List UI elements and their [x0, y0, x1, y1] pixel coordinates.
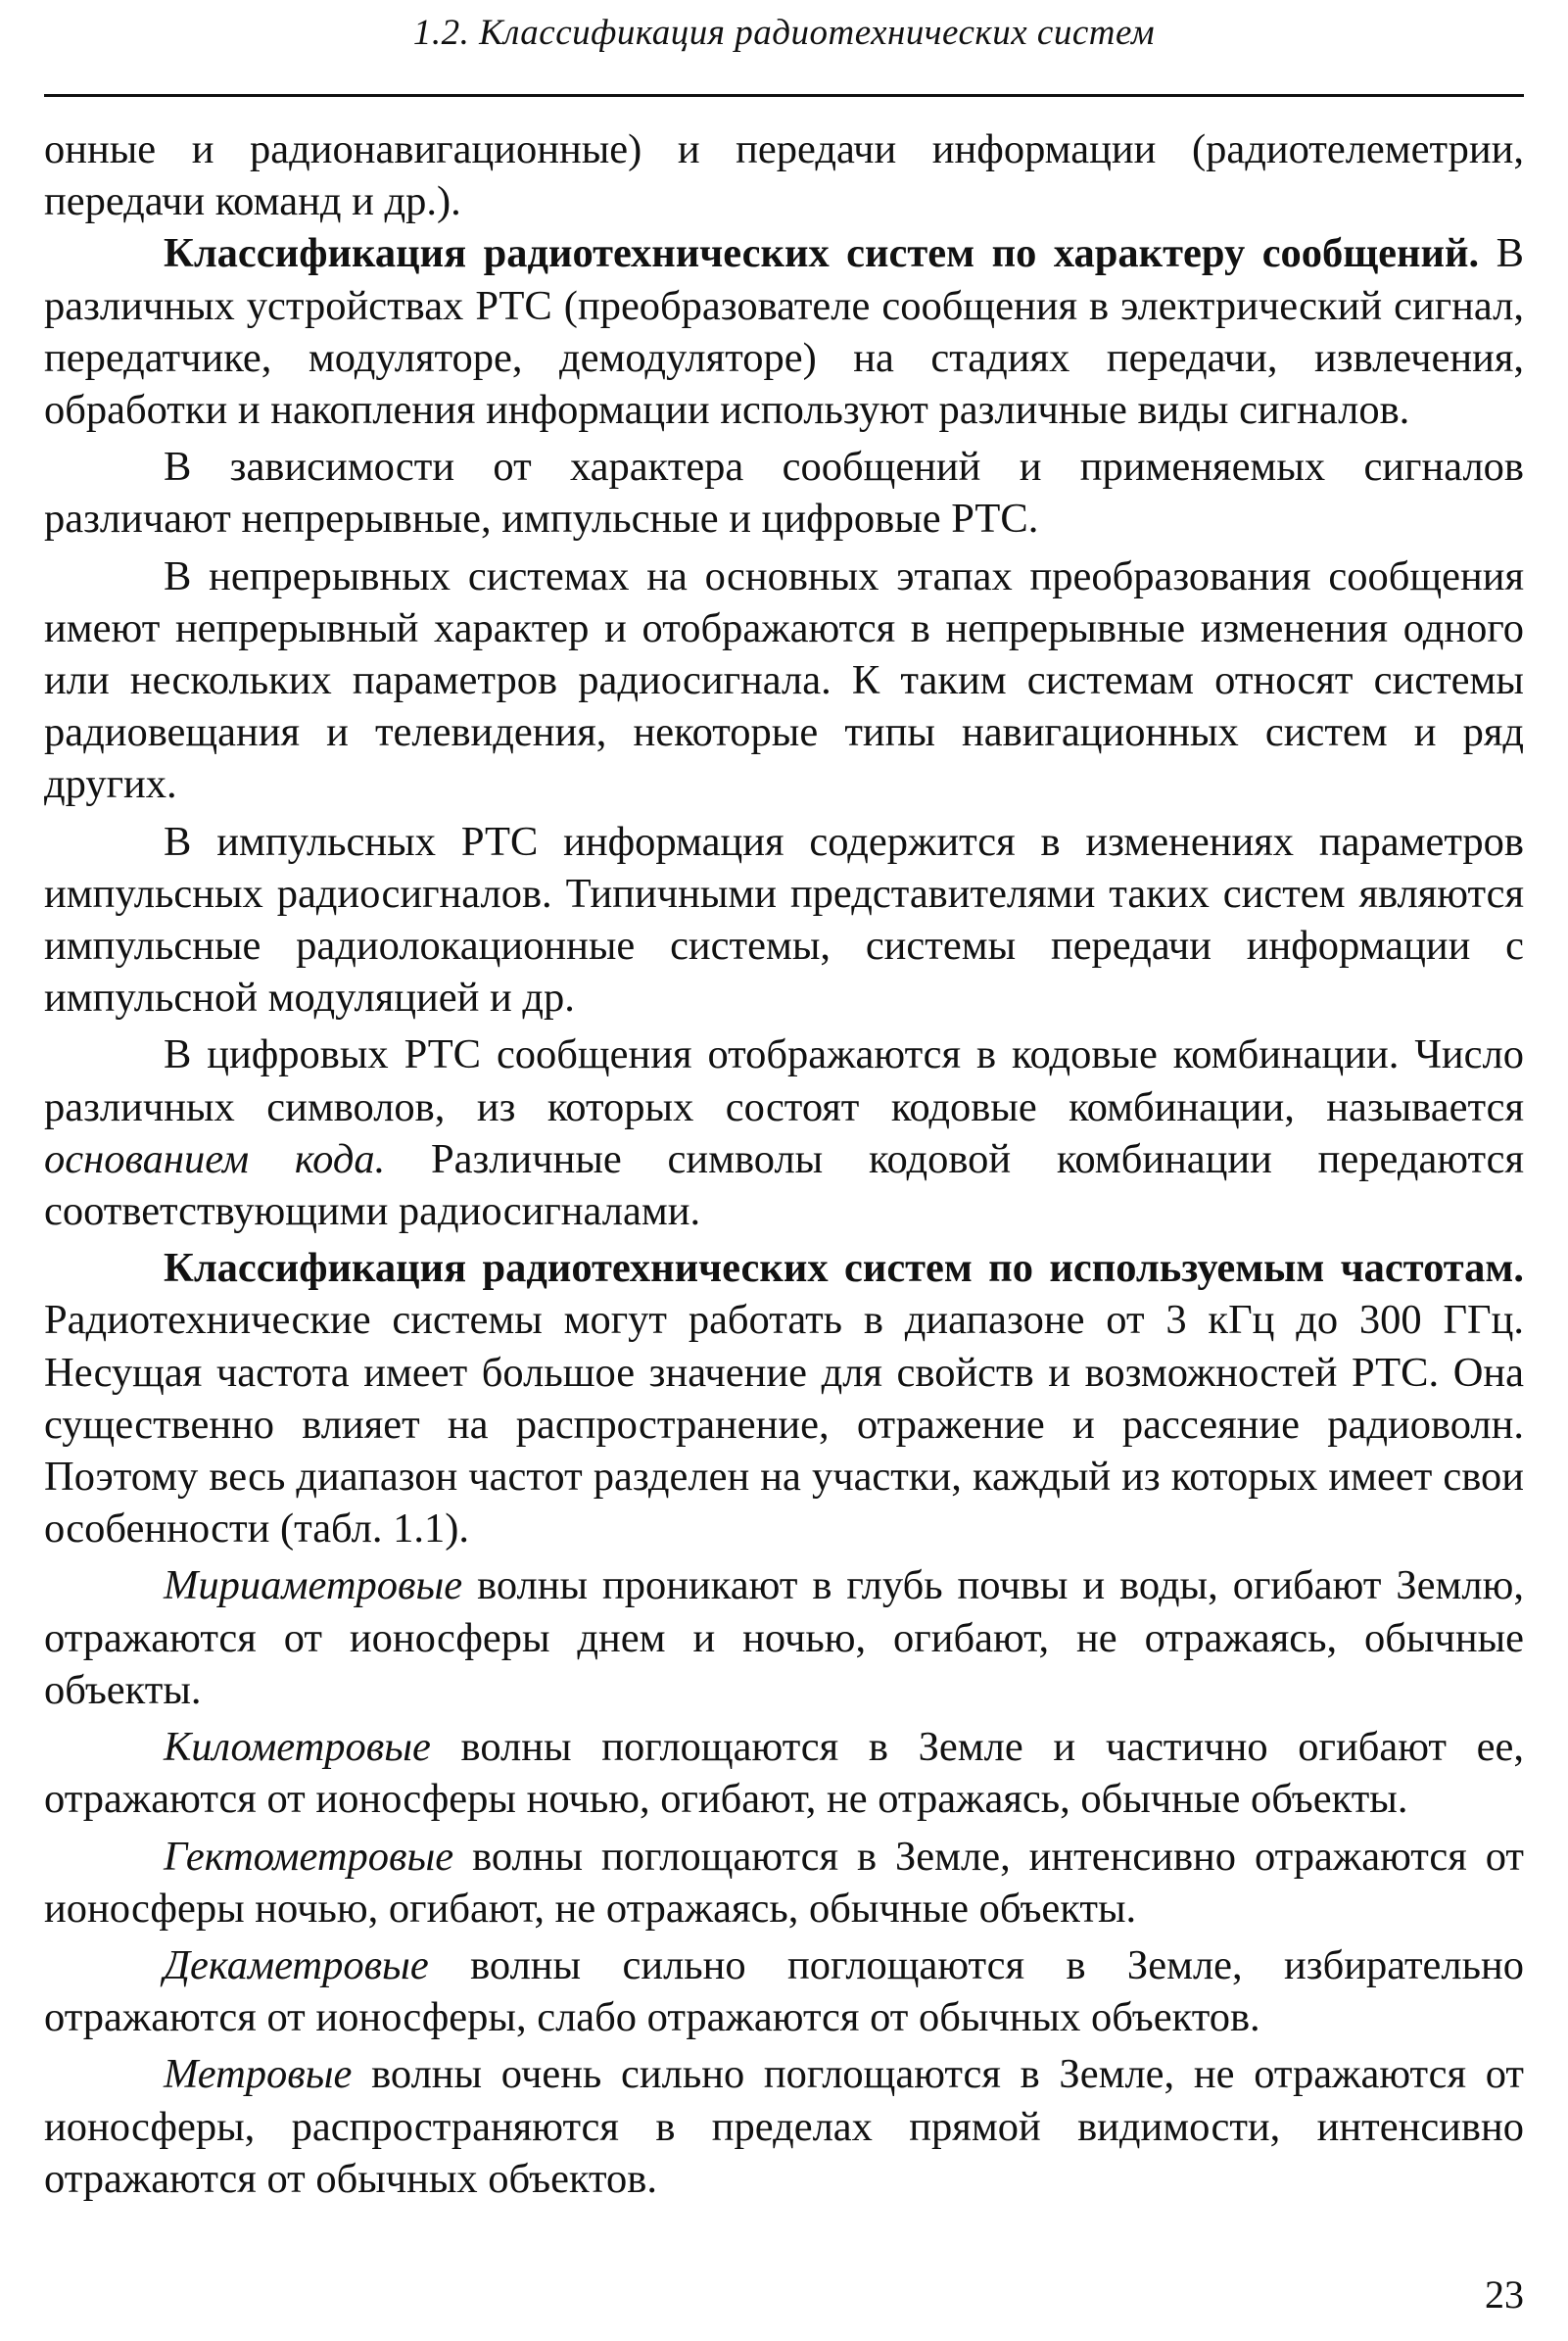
term-decametric: Декаметровые	[164, 1941, 429, 1988]
paragraph-kilometric-waves: Километровые волны поглощаются в Земле и частично огибают ее, отражаются от ионосферы ночью, огибают, не отражаясь, обычные объекты.	[44, 1724, 1524, 1823]
body-text	[44, 123, 1524, 2205]
paragraph-continuous-systems: В непрерывных системах на основных этапах преобразования сообщения имеют непрерывный характер и отображаются в непрерывные изменения одного или нескольких параметров радиосигнала. К таким системам относят системы радиовещания и телевидения, некоторые типы навигационных систем и ряд других.	[44, 552, 1524, 808]
paragraph-system-types: В зависимости от характера сообщений и применяемых сигналов различают непрерывные, импульсные и цифровые РТС.	[44, 444, 1524, 543]
term-metric: Метровые	[164, 2051, 353, 2098]
paragraph-pulse-systems: В импульсных РТС информация содержится в изменениях параметров импульсных радиосигналов. Типичными представителями таких систем являются импульсные радиолокационные системы, системы передачи информации с импульсной модуляцией и др.	[44, 818, 1524, 1022]
term-kilometric: Километровые	[164, 1724, 431, 1771]
section-lead-frequencies: Классификация радиотехнических систем по используемым частотам.	[164, 1245, 1524, 1292]
paragraph-hectometric-waves: Гектометровые волны поглощаются в Земле, интенсивно отражаются от ионосферы ночью, огибают, не отражаясь, обычные объекты.	[44, 1833, 1524, 1932]
paragraph-digital-systems: В цифровых РТС сообщения отображаются в кодовые комбинации. Число различных символов, из которых состоят кодовые комбинации, называется основанием кода. Различные символы кодовой комбинации передаются соответствующими радиосигналами.	[44, 1031, 1524, 1235]
paragraph-continuation: онные и радионавигационные) и передачи информации (радиотелеметрии, передачи команд и др.).	[44, 126, 1524, 225]
page-number: 23	[1485, 2272, 1524, 2317]
header-rule	[44, 94, 1524, 97]
term-code-base: основанием кода.	[44, 1135, 386, 1182]
term-hectometric: Гектометровые	[164, 1833, 454, 1880]
paragraph-metric-waves: Метровые волны очень сильно поглощаются в Земле, не отражаются от ионосферы, распространяются в пределах прямой видимости, интенсивно отражаются от обычных объектов.	[44, 2051, 1524, 2202]
term-myriametric: Мириаметровые	[164, 1562, 463, 1609]
paragraph-myriametric-waves: Мириаметровые волны проникают в глубь почвы и воды, огибают Землю, отражаются от ионосферы днем и ночью, огибают, не отражаясь, обычные объекты.	[44, 1562, 1524, 1713]
section-lead-messages: Классификация радиотехнических систем по характеру сообщений.	[164, 230, 1480, 277]
paragraph-classification-by-messages: Классификация радиотехнических систем по характеру сообщений. В различных устройствах РТС (преобразователе сообщения в электрический сигнал, передатчике, модуляторе, демодуляторе) на стадиях передачи, извлечения, обработки и накопления информации используют различные виды сигналов.	[44, 230, 1524, 434]
running-head: 1.2. Классификация радиотехнических систем	[412, 13, 1156, 53]
paragraph-decametric-waves: Декаметровые волны сильно поглощаются в Земле, избирательно отражаются от ионосферы, слабо отражаются от обычных объектов.	[44, 1941, 1524, 2041]
paragraph-classification-by-frequencies: Классификация радиотехнических систем по используемым частотам. Радиотехнические системы могут работать в диапазоне от 3 кГц до 300 ГГц. Несущая частота имеет большое значение для свойств и возможностей РТС. Она существенно влияет на распространение, отражение и рассеяние радиоволн. Поэтому весь диапазон частот разделен на участки, каждый из которых имеет свои особенности (табл. 1.1).	[44, 1245, 1524, 1553]
